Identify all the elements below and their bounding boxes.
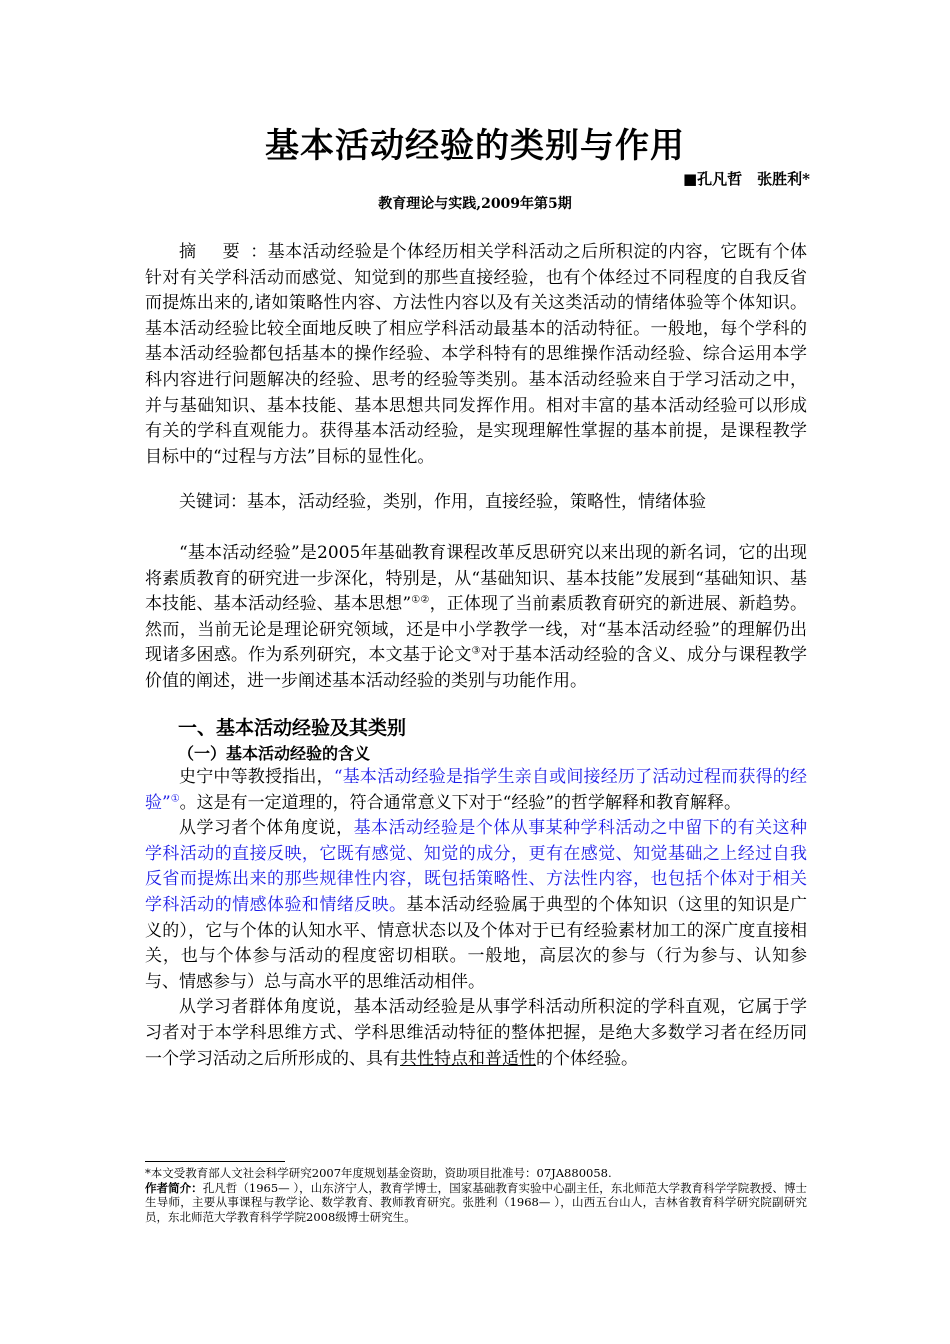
intro-text-a: “基本活动经验”是2005年基础教育课程改革反思研究以来出现的新名词，它的出现将素质教育的研究进一步深化，特别是，从“基础知识、基本技能”发展到“基础知识、基本技能、基本活动经验、基本思想” [145, 543, 807, 615]
abstract-text: ：基本活动经验是个体经历相关学科活动之后所积淀的内容，它既有个体针对有关学科活动而感觉、知觉到的那些直接经验，也有个体经过不同程度的自我反省而提炼出来的,诸如策略性内容、方法性内容以及有关这类活动的情绪体验等个体知识。基本活动经验比较全面地反映了相应学科活动最基本的活动特征。一般地，每个学科的基本活动经验都包括基本的操作经验、本学科特有的思维操作活动经验、综合运用本学科内容进行问题解决的经验、思考的经验等类别。基本活动经验来自于学习活动之中，并与基础知识、基本技能、基本思想共同发挥作用。相对丰富的基本活动经验可以形成有关的学科直观能力。获得基本活动经验，是实现理解性掌握的基本前提，是课程教学目标中的“过程与方法”目标的显性化。 [145, 242, 807, 467]
p3-text-b: 的个体经验。 [536, 1048, 638, 1069]
p2-rest: 基本活动经验属于典型的个体知识（这里的知识是广义的），它与个体的认知水平、情意状态以及个体对于已有经验素材加工的深广度直接相关，也与个体参与活动的程度密切相联。一般地，高层次的参与（行为参与、认知参与、情感参与）总与高水平的思维活动相伴。 [145, 894, 808, 992]
p1-quote: “基本活动经验是指学生亲自或间接经历了活动过程而获得的经验” [145, 767, 807, 813]
bio-label: 作者简介： [145, 1180, 203, 1195]
section-heading: 一、基本活动经验及其类别 [178, 717, 407, 739]
intro-paragraph [145, 541, 807, 695]
paper-title: 基本活动经验的类别与作用 [265, 126, 685, 166]
p2-highlight: 基本活动经验是个体从事某种学科活动之中留下的有关这种学科活动的直接反映，它既有感觉、知觉的成分，更有在感觉、知觉基础之上经过自我反省而提炼出来的那些规律性内容，既包括策略性、方法性内容，也包括个体对于相关学科活动的情感体验和情绪反映。 [145, 818, 808, 915]
author-line: ■孔凡哲 张胜利* [682, 170, 810, 188]
footnote-block [145, 1166, 807, 1224]
section-body [145, 765, 807, 1072]
p3-text-a: 从学习者群体角度说，基本活动经验是从事学科活动所积淀的学科直观，它属于学习者对于本学科思维方式、学科思维活动特征的整体把握，是绝大多数学习者在经历同一个学习活动之后所形成的、具有 [145, 997, 807, 1069]
section-paragraph-2 [145, 816, 807, 995]
citation-mark-1-2: ①② [411, 594, 430, 606]
keywords-block [145, 490, 807, 516]
author-bio [145, 1181, 807, 1225]
citation-mark-1: ① [170, 792, 180, 804]
bio-text: 孔凡哲（1965— ），山东济宁人，教育学博士，国家基础教育实验中心副主任，东北师范大学教育科学学院教授、博士生导师，主要从事课程与教学论、数学教育、教师教育研究。张胜利（1968— ），山西五台山人，吉林省教育科学研究院副研究员，东北师范大学教育科学学院2008级博士研究生。 [145, 1180, 807, 1224]
abstract-paragraph [145, 240, 807, 470]
keywords-line: 关键词：基本，活动经验，类别，作用，直接经验，策略性，情绪体验 [179, 492, 706, 512]
section-paragraph-3 [145, 995, 807, 1072]
section-paragraph-1 [145, 765, 807, 816]
abstract-block [145, 240, 807, 470]
citation-mark-3: ③ [471, 645, 481, 657]
intro-text-c: 对于基本活动经验的含义、成分与课程教学价值的阐述，进一步阐述基本活动经验的类别与功能作用。 [145, 645, 808, 691]
footnote-divider [145, 1161, 285, 1162]
p3-underlined: 共性特点和普适性 [400, 1048, 536, 1069]
intro-block [145, 541, 807, 695]
p2-lead: 从学习者个体角度说， [179, 818, 354, 839]
journal-citation: 教育理论与实践,2009年第5期 [378, 196, 572, 212]
abstract-label: 摘 要 [179, 242, 251, 262]
p1-rest: 。这是有一定道理的，符合通常意义下对于“经验”的哲学解释和教育解释。 [179, 792, 742, 813]
intro-text-b: ，正体现了当前素质教育研究的新进展、新趋势。然而，当前无论是理论研究领域，还是中小学教学一线，对“基本活动经验”的理解仍出现诸多困惑。作为系列研究，本文基于论文 [145, 594, 807, 666]
p1-lead: 史宁中等教授指出， [179, 767, 334, 787]
subsection-heading: （一）基本活动经验的含义 [178, 744, 371, 763]
funding-note: *本文受教育部人文社会科学研究2007年度规划基金资助，资助项目批准号：07JA880058. [145, 1166, 612, 1180]
